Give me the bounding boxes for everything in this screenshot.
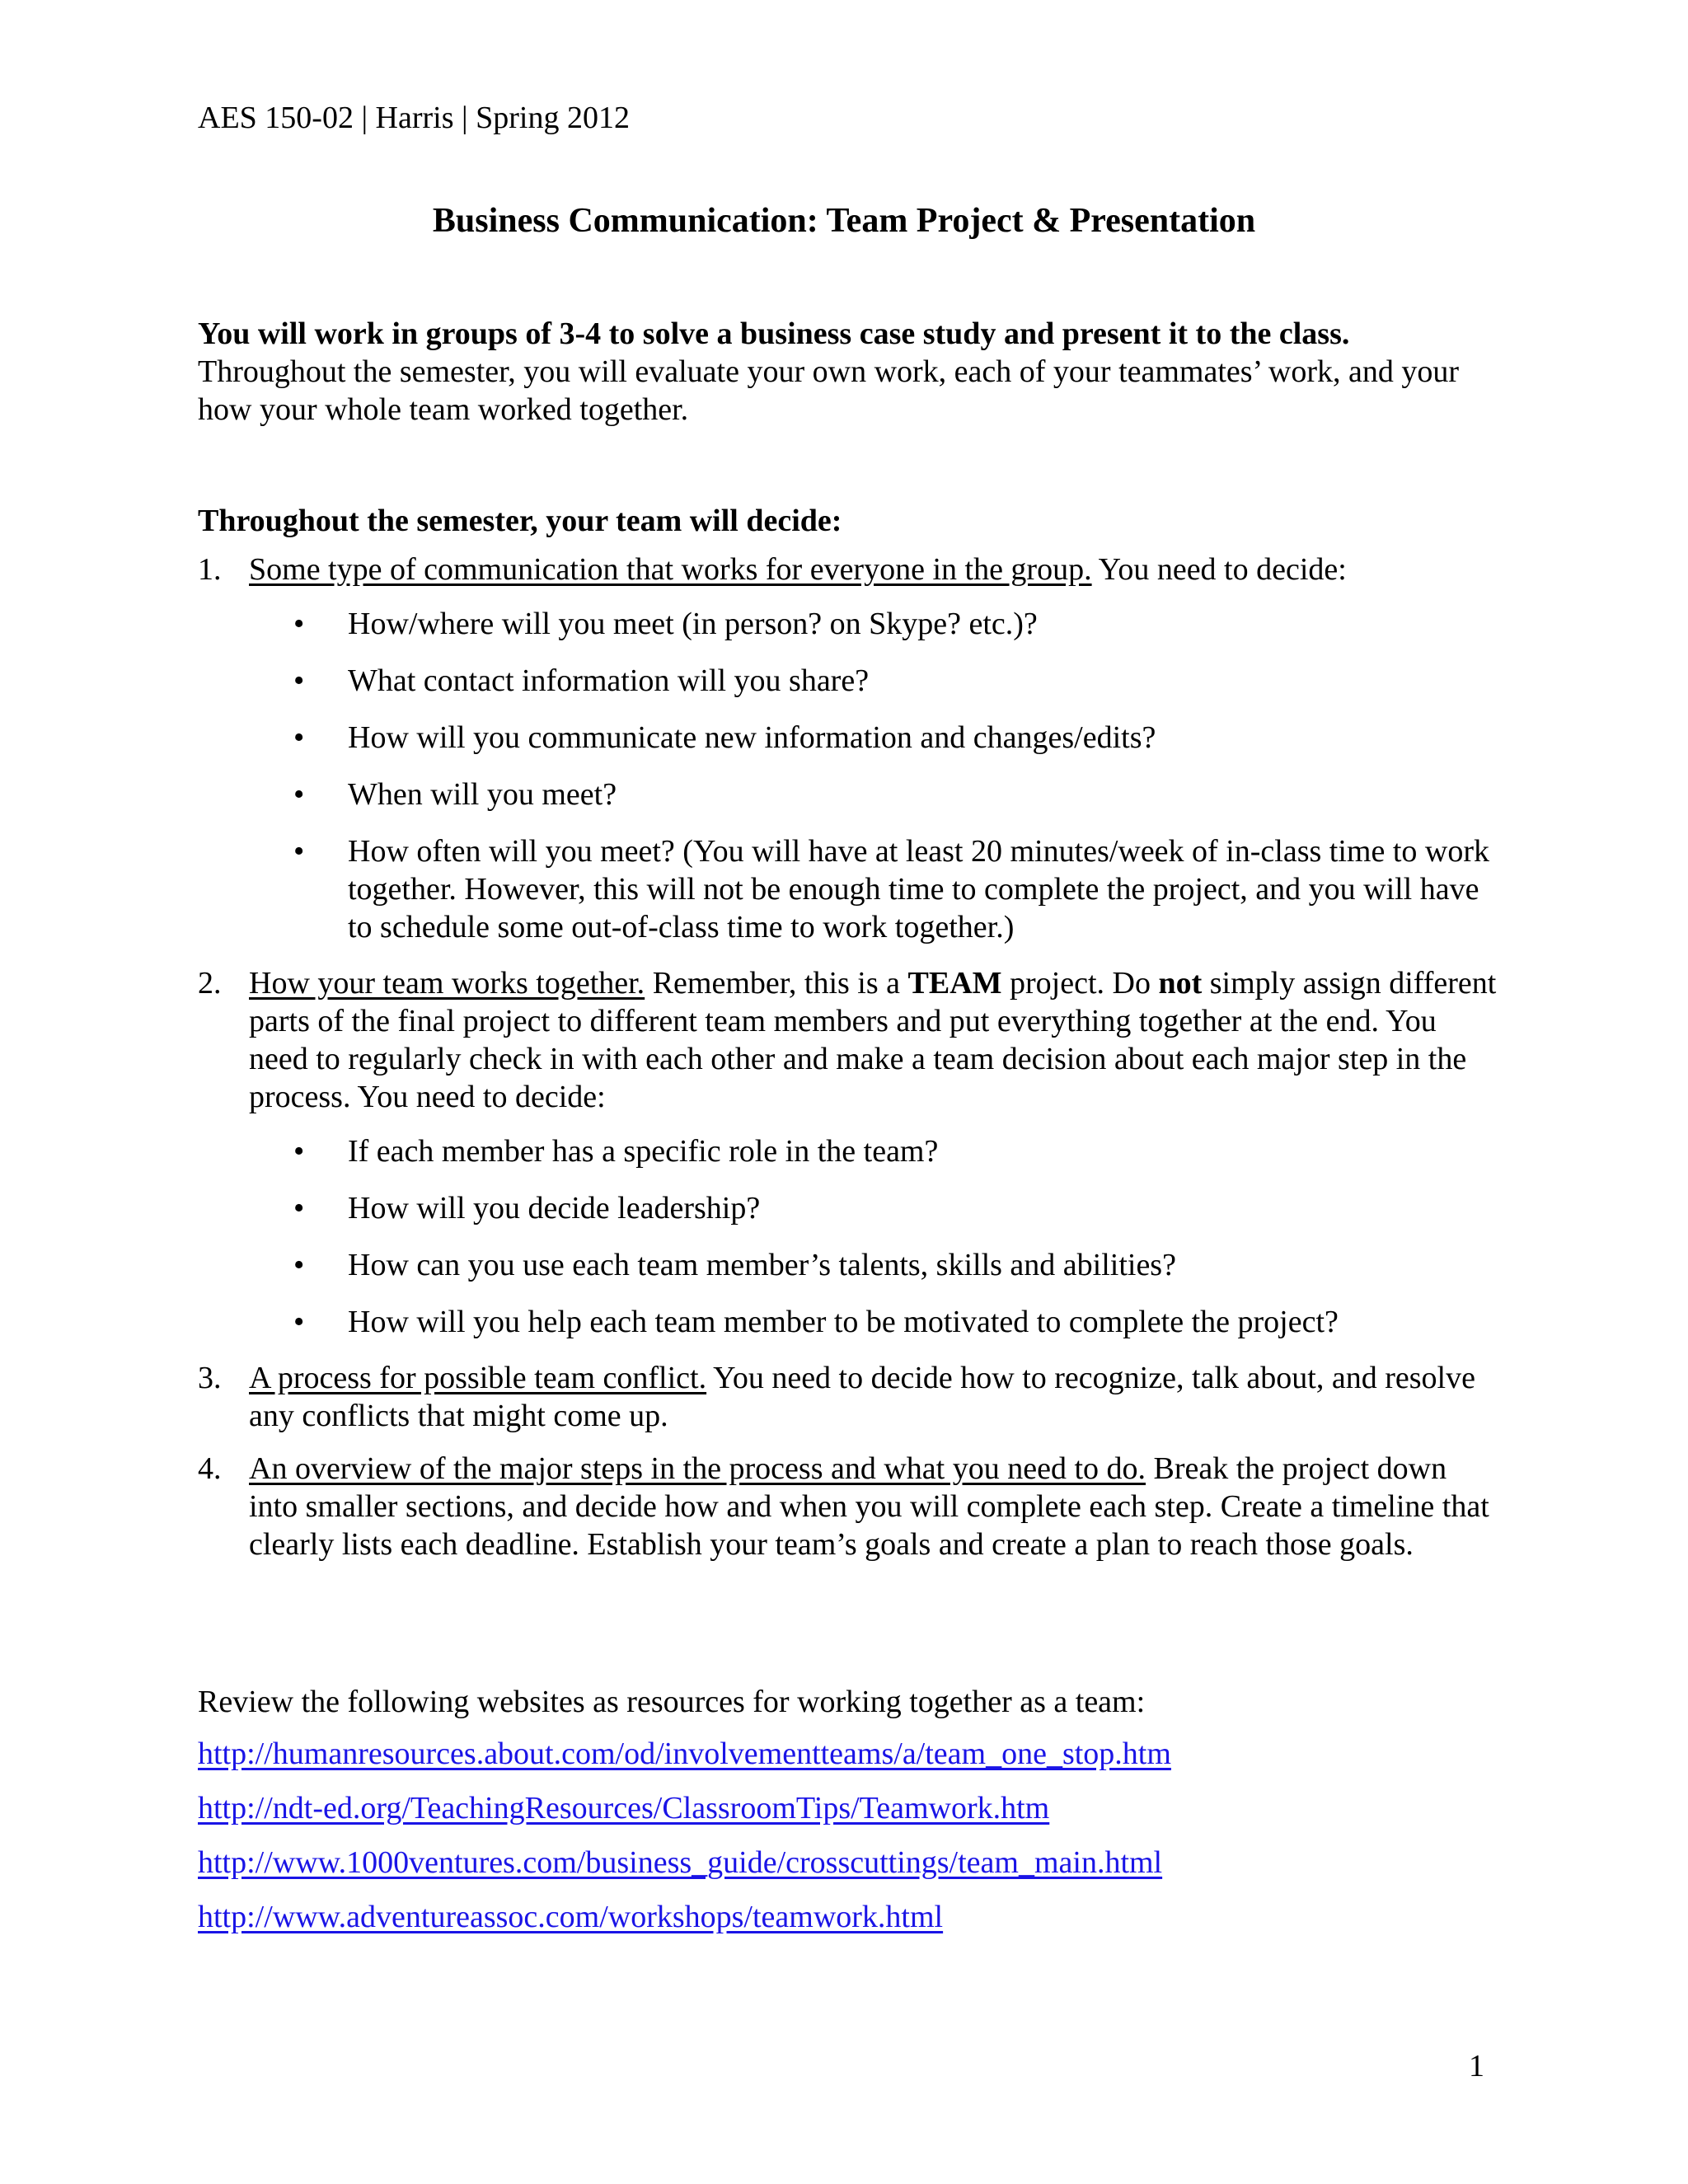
bullet-item (249, 1132, 1500, 1170)
resource-link[interactable]: http://humanresources.about.com/od/involvementteams/a/team_one_stop.htm (198, 1736, 1171, 1771)
bullet-text: What contact information will you share? (348, 663, 870, 698)
bullet-text: How/where will you meet (in person? on Skype? etc.)? (348, 607, 1038, 641)
bullet-text: When will you meet? (348, 777, 617, 812)
bullet-icon: • (293, 834, 305, 869)
item-text: Remember, this is a (645, 966, 908, 1001)
bullet-icon: • (293, 663, 305, 698)
resource-link[interactable]: http://www.1000ventures.com/business_guide/crosscuttings/team_main.html (198, 1845, 1163, 1880)
bullet-item (249, 605, 1500, 643)
item-number: 1. (198, 552, 222, 587)
item-number: 4. (198, 1451, 222, 1486)
intro-paragraph (198, 315, 1500, 429)
bullet-item (249, 1189, 1500, 1227)
bullet-icon: • (293, 1191, 305, 1226)
bullet-text: How will you help each team member to be motivated to complete the project? (348, 1305, 1339, 1339)
bullet-item (249, 662, 1500, 700)
bullet-text: How can you use each team member’s talents, skills and abilities? (348, 1248, 1176, 1282)
intro-text: Throughout the semester, you will evaluate your own work, each of your teammates’ work, and your how your whole team worked together. (198, 354, 1460, 427)
bullet-text: If each member has a specific role in the team? (348, 1134, 939, 1169)
bullet-item (249, 1246, 1500, 1284)
bullet-icon: • (293, 1134, 305, 1169)
bullet-icon: • (293, 720, 305, 755)
item-text: You need to decide how to recognize, talk about, and resolve any conflicts that might come up. (249, 1361, 1475, 1433)
list-item (198, 964, 1500, 1341)
item-text: Break the project down into smaller sections, and decide how and when you will complete each step. Create a timeline that clearly lists each deadline. Establish your team’s goals and create a plan to reach those goals. (249, 1451, 1489, 1562)
bullet-item (249, 719, 1500, 757)
item-number: 2. (198, 966, 222, 1001)
decide-heading: Throughout the semester, your team will decide: (198, 504, 842, 538)
bullet-icon: • (293, 777, 305, 812)
list-item (198, 1359, 1500, 1435)
item-bold-word: not (1158, 966, 1203, 1001)
bullet-list (249, 605, 1500, 946)
bullet-icon: • (293, 607, 305, 641)
decision-list (198, 551, 1500, 1578)
item-text: project. Do (1001, 966, 1159, 1001)
resource-link[interactable]: http://ndt-ed.org/TeachingResources/ClassroomTips/Teamwork.htm (198, 1791, 1050, 1825)
item-text: You need to decide: (1091, 552, 1347, 587)
item-bold-word: TEAM (907, 966, 1002, 1001)
bullet-text: How will you decide leadership? (348, 1191, 761, 1226)
bullet-text: How often will you meet? (You will have at least 20 minutes/week of in-class time to work together. However, this will not be enough time to complete the project, and you will have to schedule some out-of-class time to work together.) (348, 834, 1489, 944)
list-item (198, 1450, 1500, 1563)
resource-link[interactable]: http://www.adventureassoc.com/workshops/teamwork.html (198, 1900, 944, 1934)
item-heading-underlined: Some type of communication that works for everyone in the group. (249, 552, 1092, 587)
intro-bold-sentence: You will work in groups of 3-4 to solve a business case study and present it to the class. (198, 316, 1350, 351)
page-title: Business Communication: Team Project & Presentation (432, 202, 1256, 240)
resource-links (198, 1733, 1171, 1951)
bullet-icon: • (293, 1305, 305, 1339)
bullet-item (249, 776, 1500, 813)
item-heading-underlined: An overview of the major steps in the process and what you need to do. (249, 1451, 1146, 1486)
course-header: AES 150-02 | Harris | Spring 2012 (198, 101, 630, 135)
bullet-list (249, 1132, 1500, 1341)
page-number: 1 (1469, 2049, 1484, 2083)
bullet-item (249, 832, 1500, 946)
item-heading-underlined: How your team works together. (249, 966, 645, 1001)
list-item (198, 551, 1500, 946)
bullet-item (249, 1303, 1500, 1341)
item-number: 3. (198, 1361, 222, 1395)
item-heading-underlined: A process for possible team conflict. (249, 1361, 707, 1395)
bullet-text: How will you communicate new information and changes/edits? (348, 720, 1156, 755)
resources-intro: Review the following websites as resources for working together as a team: (198, 1685, 1146, 1719)
item-text: simply assign different parts of the final project to different team members and put everything together at the end. You need to regularly check in with each other and make a team decision about each major step in the process. You need to decide: (249, 966, 1497, 1114)
bullet-icon: • (293, 1248, 305, 1282)
